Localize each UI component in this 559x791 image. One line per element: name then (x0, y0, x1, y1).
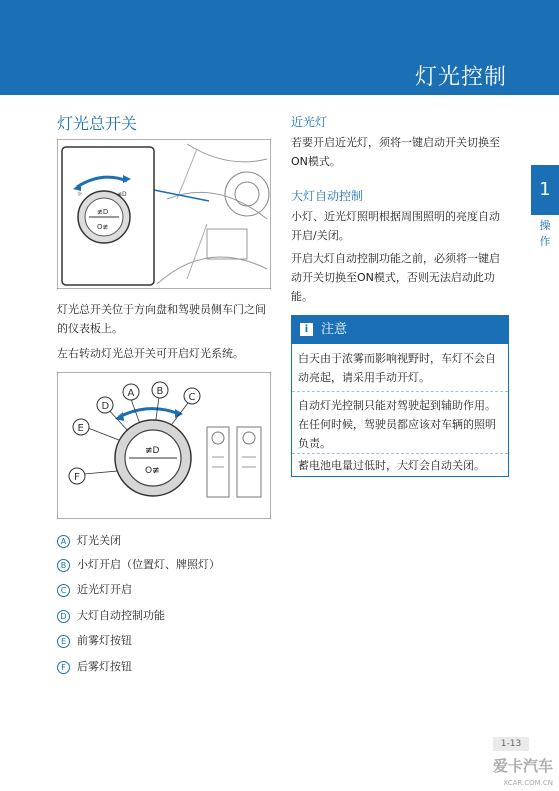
caution-item-1: 白天由于浓雾而影响视野时，车灯不会自动亮起，请采用手动开灯。 (298, 352, 496, 384)
legend-item-b (57, 557, 220, 573)
callout-f: F (74, 472, 80, 483)
legend-item-f (57, 659, 132, 675)
legend-text: 近光灯开启 (77, 583, 132, 596)
caution-header (292, 316, 508, 344)
dashboard-illustration (57, 139, 271, 289)
dashboard-figure (57, 139, 271, 289)
legend-text: 小灯开启（位置灯、牌照灯） (77, 558, 220, 571)
page-title: 灯光控制 (414, 65, 507, 90)
page-number: 1-13 (493, 737, 529, 751)
legend-letter: B (57, 559, 70, 572)
lowbeam-para: 若要开启近光灯，须将一键启动开关切换至ON模式。 (291, 136, 500, 168)
legend-text: 大灯自动控制功能 (77, 609, 165, 622)
legend-item-d (57, 608, 165, 624)
legend-letter: D (57, 610, 70, 623)
legend-letter: E (57, 635, 70, 648)
callout-c: C (188, 392, 196, 403)
legend-letter: C (57, 584, 70, 597)
legend-item-e (57, 633, 132, 649)
svg-text:☼: ☼ (77, 191, 83, 198)
chapter-label: 操作 (539, 219, 551, 248)
auto-heading: 大灯自动控制 (291, 189, 364, 203)
caution-item-3: 蓄电池电量过低时，大灯会自动关闭。 (298, 459, 485, 472)
legend-text: 前雾灯按钮 (77, 634, 132, 647)
section-heading: 灯光总开关 (57, 114, 138, 133)
info-icon: i (300, 323, 313, 336)
legend-item-c (57, 582, 132, 598)
callout-e: E (77, 423, 84, 434)
callout-a: A (127, 388, 135, 399)
lowbeam-heading: 近光灯 (291, 115, 328, 129)
chapter-tab[interactable]: 1 (531, 165, 559, 215)
left-para-2: 左右转动灯光总开关可开启灯光系统。 (57, 347, 244, 360)
left-para-1: 灯光总开关位于方向盘和驾驶员侧车门之间的仪表板上。 (57, 303, 266, 335)
caution-title: 注意 (321, 322, 348, 337)
callout-b: B (156, 386, 164, 397)
legend-text: 后雾灯按钮 (77, 660, 132, 673)
auto-para-1: 小灯、近光灯照明根据周围照明的亮度自动开启/关闭。 (291, 210, 500, 242)
auto-para-2: 开启大灯自动控制功能之前，必须将一键启动开关切换至ON模式，否则无法启动此功能。 (291, 252, 500, 303)
callout-d: D (101, 401, 110, 412)
rear-fog-symbol: O≢ (145, 466, 160, 476)
caution-item-2: 自动灯光控制只能对驾驶起到辅助作用。在任何时候，驾驶员都应该对车辆的照明负责。 (298, 399, 496, 450)
light-switch-illustration (57, 372, 271, 519)
watermark-logo: 爱卡汽车 (492, 757, 553, 775)
watermark-url: XCAR.COM.CN (503, 779, 553, 787)
legend-text: 灯光关闭 (77, 534, 121, 547)
svg-text:≢D: ≢D (117, 191, 127, 198)
legend-letter: F (57, 661, 70, 674)
divider (292, 453, 508, 454)
caution-box (291, 315, 509, 477)
header-bar (0, 0, 559, 95)
legend-item-a (57, 533, 121, 549)
divider (292, 391, 508, 392)
front-fog-symbol: ≢D (145, 446, 160, 456)
svg-text:O≢: O≢ (97, 223, 109, 231)
legend-letter: A (57, 535, 70, 548)
svg-text:≢D: ≢D (97, 208, 109, 216)
light-switch-figure (57, 372, 271, 519)
